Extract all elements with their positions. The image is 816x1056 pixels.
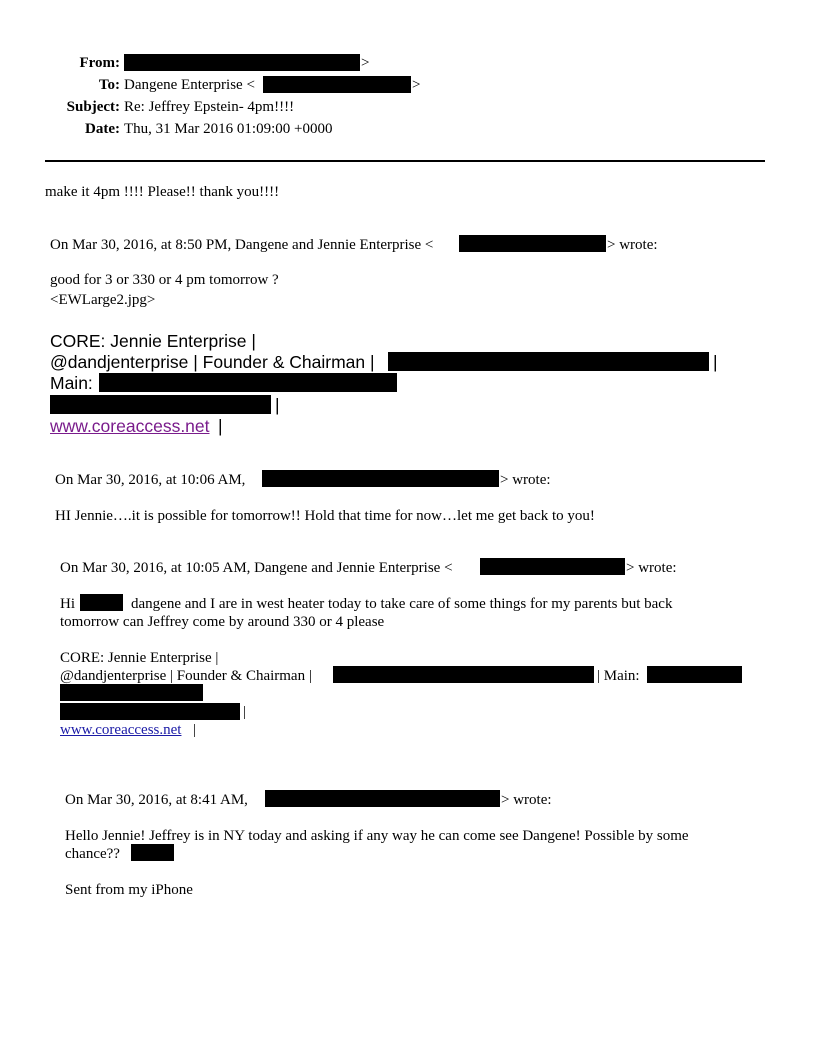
redaction-box (80, 594, 123, 611)
header-divider (45, 160, 765, 162)
message-line: dangene and I are in west heater today to take care of some things for my parents but back (131, 596, 673, 612)
attribution: On Mar 30, 2016, at 10:05 AM, Dangene and Jennie Enterprise < (60, 560, 453, 576)
subject-value: Re: Jeffrey Epstein- 4pm!!!! (124, 99, 295, 115)
from-label: From: (79, 55, 120, 71)
message-greeting: Hi (60, 596, 75, 612)
reply-text: make it 4pm !!!! Please!! thank you!!!! (45, 184, 280, 200)
redaction-box (263, 76, 411, 93)
redaction-box (265, 790, 500, 807)
message-line: Hello Jennie! Jeffrey is in NY today and asking if any way he can come see Dangene! Possible by some (65, 828, 689, 844)
signature-pipe: | (713, 352, 718, 372)
to-suffix: > (412, 77, 421, 93)
signature-line: @dandjenterprise | Founder & Chairman | (50, 352, 375, 372)
attribution-suffix: > wrote: (626, 560, 677, 576)
attribution-suffix: > wrote: (501, 792, 552, 808)
attribution: On Mar 30, 2016, at 8:41 AM, (65, 792, 248, 808)
redaction-box (262, 470, 499, 487)
signature-pipe: | (218, 416, 223, 436)
from-suffix: > (361, 55, 370, 71)
signature-pipe: | (193, 722, 197, 738)
signature-main-label: | Main: (597, 668, 640, 684)
redaction-box (459, 235, 606, 252)
redaction-box (50, 395, 271, 414)
message-line: HI Jennie….it is possible for tomorrow!! Hold that time for now…let me get back to you! (55, 508, 595, 524)
redaction-box (99, 373, 397, 392)
date-label: Date: (85, 121, 120, 137)
attribution: On Mar 30, 2016, at 8:50 PM, Dangene and Jennie Enterprise < (50, 237, 434, 253)
signature-main-label: Main: (50, 373, 93, 393)
signature-line: CORE: Jennie Enterprise | (60, 650, 219, 666)
attachment-placeholder: <EWLarge2.jpg> (50, 292, 156, 308)
message-line: good for 3 or 330 or 4 pm tomorrow ? (50, 272, 279, 288)
signature-pipe: | (275, 395, 280, 415)
signature-pipe: | (243, 704, 247, 720)
redaction-box (60, 684, 203, 701)
signature-line: CORE: Jennie Enterprise | (50, 331, 256, 351)
attribution-suffix: > wrote: (500, 472, 551, 488)
message-line: chance?? (65, 846, 120, 862)
to-label: To: (98, 77, 120, 93)
redaction-box (124, 54, 360, 71)
to-value: Dangene Enterprise < (124, 77, 255, 93)
redaction-box (60, 703, 240, 720)
redaction-box (480, 558, 625, 575)
redaction-box (131, 844, 174, 861)
sent-from-line: Sent from my iPhone (65, 882, 193, 898)
message-line: tomorrow can Jeffrey come by around 330 or 4 please (60, 614, 385, 630)
website-link[interactable]: www.coreaccess.net (50, 416, 210, 436)
redaction-box (647, 666, 742, 683)
website-link[interactable]: www.coreaccess.net (60, 722, 182, 738)
subject-label: Subject: (66, 99, 120, 115)
date-value: Thu, 31 Mar 2016 01:09:00 +0000 (124, 121, 333, 137)
signature-line: @dandjenterprise | Founder & Chairman | (60, 668, 312, 684)
redaction-box (333, 666, 594, 683)
redaction-box (388, 352, 709, 371)
attribution: On Mar 30, 2016, at 10:06 AM, (55, 472, 246, 488)
attribution-suffix: > wrote: (607, 237, 658, 253)
